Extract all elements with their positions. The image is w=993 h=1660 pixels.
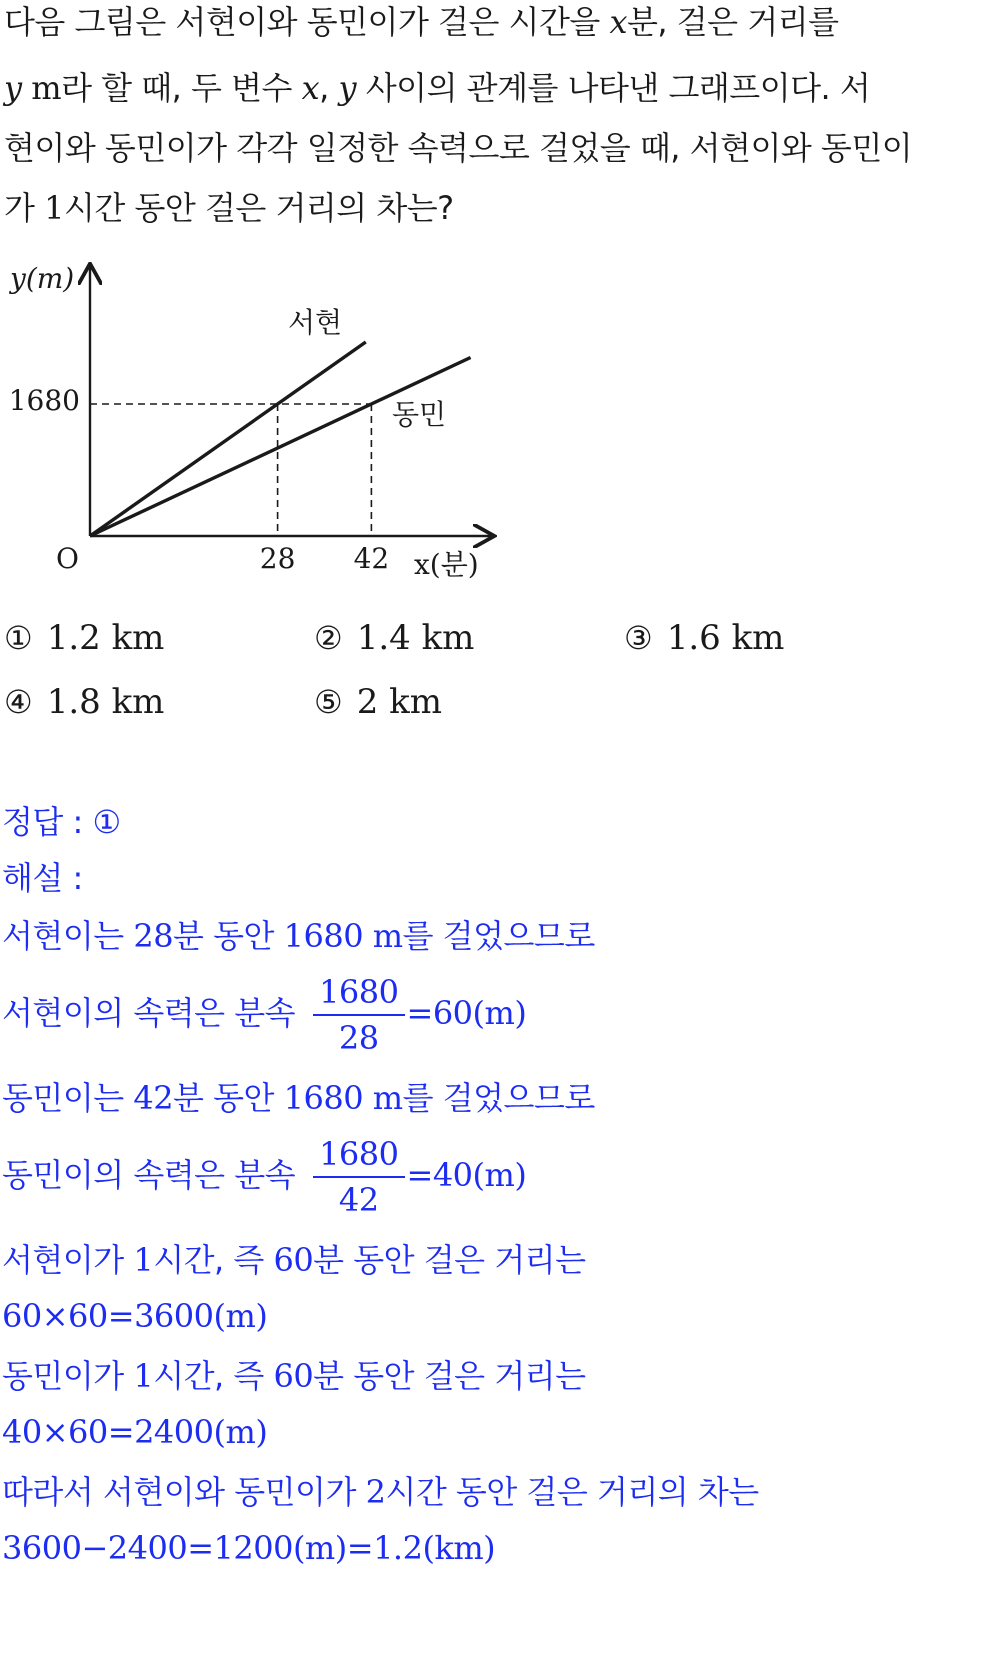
distance-time-graph (0, 262, 520, 592)
x-tick-28: 28 (259, 542, 296, 575)
question-line-2: y m라 할 때, 두 변수 x, y 사이의 관계를 나타낸 그래프이다. 서 (4, 69, 871, 107)
solution-line-5: 서현이가 1시간, 즉 60분 동안 걸은 거리는 (2, 1241, 586, 1279)
series-label-seohyun: 서현 (288, 306, 343, 339)
solution-line-2: 서현이의 속력은 분속 $\frac{1680}{28}$ =60(m) (2, 973, 527, 1057)
solution-line-10: 3600−2400=1200(m)=1.2(km) (2, 1529, 496, 1567)
x-tick-42: 42 (353, 542, 390, 575)
solution-line-4: 동민이의 속력은 분속 $\frac{1680}{42}$ =40(m) (2, 1135, 527, 1219)
solution-line-6: 60×60=3600(m) (2, 1297, 268, 1335)
series-line-1 (90, 357, 471, 536)
solution-line-8: 40×60=2400(m) (2, 1413, 268, 1451)
y-tick-1680: 1680 (8, 384, 80, 417)
solution-line-9: 따라서 서현이와 동민이가 2시간 동안 걸은 거리의 차는 (2, 1473, 759, 1511)
choice-1[interactable]: ① 1.2 km (4, 618, 165, 658)
question-line-4: 가 1시간 동안 걸은 거리의 차는? (4, 189, 454, 227)
solution-line-1: 서현이는 28분 동안 1680 m를 걸었으므로 (2, 917, 595, 955)
origin-label: O (56, 542, 79, 575)
choice-4[interactable]: ④ 1.8 km (4, 682, 165, 722)
solution-line-3: 동민이는 42분 동안 1680 m를 걸었으므로 (2, 1079, 595, 1117)
choice-3[interactable]: ③ 1.6 km (624, 618, 785, 658)
choice-5[interactable]: ⑤ 2 km (314, 682, 442, 722)
question-line-1: 다음 그림은 서현이와 동민이가 걸은 시간을 x분, 걸은 거리를 (4, 3, 839, 41)
choice-2[interactable]: ② 1.4 km (314, 618, 475, 658)
x-axis-label: x(분) (414, 548, 479, 581)
answer-line: 정답 : ① (2, 803, 121, 841)
explain-label: 해설 : (2, 859, 83, 897)
series-lines (90, 342, 471, 536)
fraction-1680-42: $\frac{1680}{42}$ (313, 1134, 404, 1220)
series-label-dongmin: 동민 (392, 398, 447, 431)
question-line-3: 현이와 동민이가 각각 일정한 속력으로 걸었을 때, 서현이와 동민이 (4, 129, 913, 167)
fraction-1680-28: $\frac{1680}{28}$ (313, 972, 404, 1058)
series-line-0 (90, 342, 366, 536)
y-axis-label: y(m) (10, 262, 75, 295)
solution-line-7: 동민이가 1시간, 즉 60분 동안 걸은 거리는 (2, 1357, 586, 1395)
